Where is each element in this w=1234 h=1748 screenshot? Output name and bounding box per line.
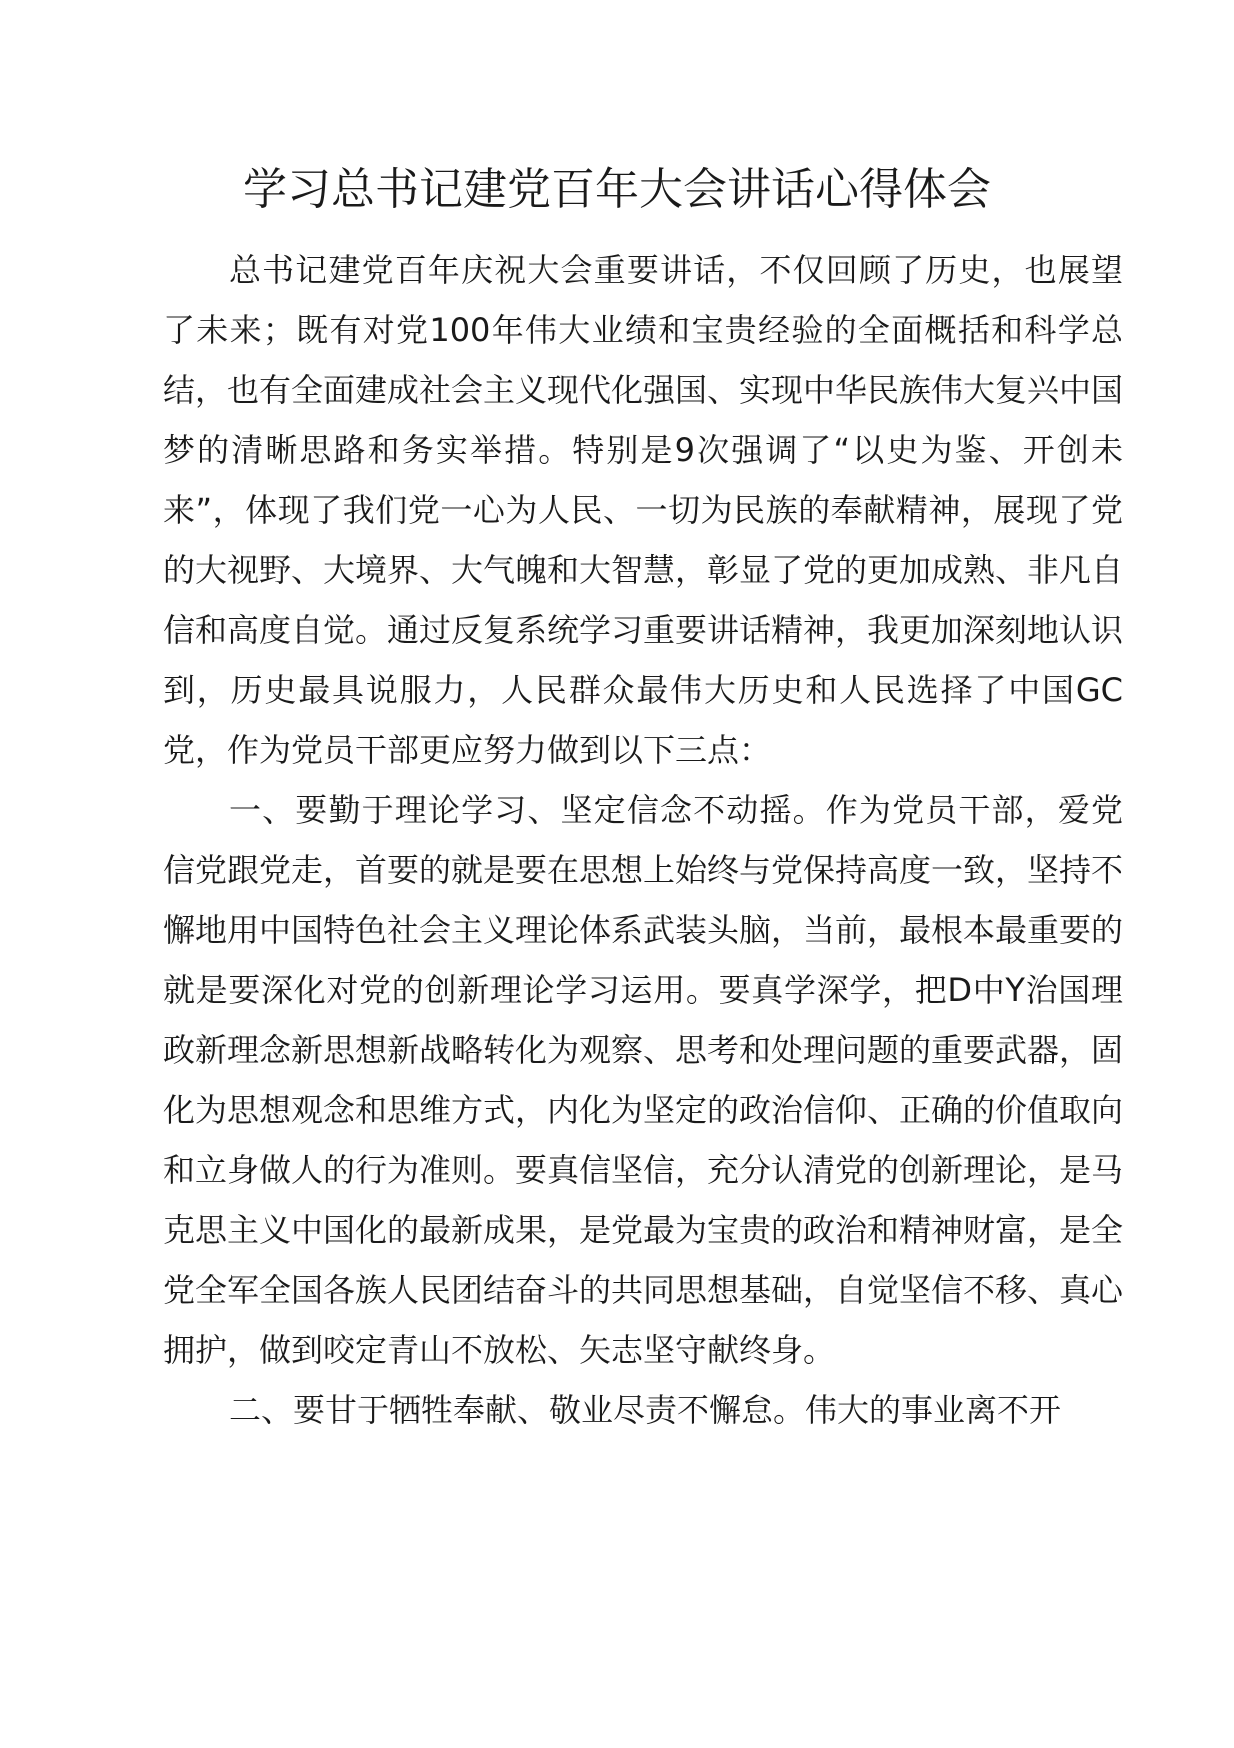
paragraph-point-one: 一、要勤于理论学习、坚定信念不动摇。作为党员干部，爱党信党跟党走，首要的就是要在思想上始终与党保持高度一致，坚持不懈地用中国特色社会主义理论体系武装头脑，当前，最根本最重要的就是要深化对党的创新理论学习运用。要真学深学，把D中Y治国理政新理念新思想新战略转化为观察、思考和处理问题的重要武器，固化为思想观念和思维方式，内化为坚定的政治信仰、正确的价值取向和立身做人的行为准则。要真信坚信，充分认清党的创新理论，是马克思主义中国化的最新成果，是党最为宝贵的政治和精神财富，是全党全军全国各族人民团结奋斗的共同思想基础，自觉坚信不移、真心拥护，做到咬定青山不放松、矢志坚守献终身。 xyxy=(163,791,1124,1369)
paragraph-point-two: 二、要甘于牺牲奉献、敬业尽责不懈怠。伟大的事业离不开 xyxy=(229,1391,1062,1429)
document-body xyxy=(163,240,1123,1440)
document-title: 学习总书记建党百年大会讲话心得体会 xyxy=(243,164,991,215)
paragraph-intro: 总书记建党百年庆祝大会重要讲话，不仅回顾了历史，也展望了未来；既有对党100年伟大业绩和宝贵经验的全面概括和科学总结，也有全面建成社会主义现代化强国、实现中华民族伟大复兴中国梦的清晰思路和务实举措。特别是9次强调了“以史为鉴、开创未来”，体现了我们党一心为人民、一切为民族的奉献精神，展现了党的大视野、大境界、大气魄和大智慧，彰显了党的更加成熟、非凡自信和高度自觉。通过反复系统学习重要讲话精神，我更加深刻地认识到，历史最具说服力，人民群众最伟大历史和人民选择了中国GC党，作为党员干部更应努力做到以下三点： xyxy=(163,251,1124,769)
